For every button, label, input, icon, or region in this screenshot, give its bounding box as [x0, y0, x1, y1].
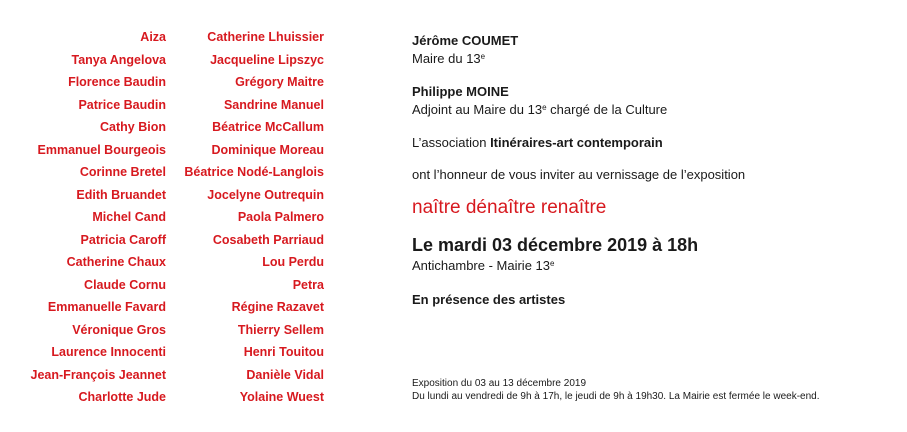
artist-name: Béatrice Nodé-Langlois: [184, 165, 324, 179]
artist-name: Corinne Bretel: [79, 165, 166, 179]
artist-name: Paola Palmero: [237, 210, 324, 224]
artist-name: Michel Cand: [92, 210, 166, 224]
venue-superscript: e: [550, 259, 555, 268]
host2-title-superscript: e: [542, 103, 547, 112]
artist-name: Tanya Angelova: [71, 52, 166, 67]
artist-name: Catherine Lhuissier: [207, 30, 324, 44]
artist-name: Jean-François Jeannet: [30, 367, 166, 382]
artist-list-right: [170, 26, 324, 409]
venue-text: Antichambre - Mairie 13: [412, 258, 550, 273]
exhibition-title: naître dénaître renaître: [412, 197, 607, 218]
host2-title-text: Adjoint au Maire du 13: [412, 102, 543, 117]
association-prefix: L’association: [412, 135, 491, 150]
artist-name: Lou Perdu: [262, 255, 324, 269]
exhibition-dates: Exposition du 03 au 13 décembre 2019: [412, 378, 587, 389]
event-date: Le mardi 03 décembre 2019 à 18h: [412, 235, 699, 255]
artist-name: Dominique Moreau: [211, 142, 324, 157]
invitation-text: ont l’honneur de vous inviter au vernissage de l’exposition: [412, 167, 746, 182]
artist-name: Jacqueline Lipszyc: [210, 52, 324, 67]
artist-name: Régine Razavet: [231, 300, 324, 314]
artist-name: Edith Bruandet: [76, 187, 166, 202]
artists-presence-note: En présence des artistes: [412, 292, 566, 307]
artist-name: Charlotte Jude: [78, 390, 166, 404]
artist-name: Danièle Vidal: [246, 367, 324, 382]
host1-title-text: Maire du 13: [412, 51, 481, 66]
artist-name: Patrice Baudin: [78, 97, 166, 112]
artist-name: Sandrine Manuel: [223, 97, 324, 112]
artist-name: Catherine Chaux: [66, 255, 166, 269]
host1-title: [412, 51, 485, 67]
artist-name: Grégory Maitre: [235, 75, 324, 89]
artist-name: Patricia Caroff: [80, 232, 166, 247]
host2-name: Philippe MOINE: [412, 84, 509, 99]
artist-name: Yolaine Wuest: [239, 390, 324, 404]
artist-name: Laurence Innocenti: [51, 345, 166, 359]
artist-name: Henri Touitou: [243, 345, 324, 359]
artist-list-left: [0, 26, 166, 409]
host2-title: [412, 102, 667, 118]
venue: [412, 258, 554, 274]
host2-title-suffix: chargé de la Culture: [546, 102, 668, 117]
artist-name: Petra: [292, 277, 324, 292]
artist-name: Jocelyne Outrequin: [207, 187, 324, 202]
artist-name: Thierry Sellem: [237, 322, 324, 337]
artist-name: Cathy Bion: [100, 120, 166, 134]
host1-name: Jérôme COUMET: [412, 33, 519, 48]
association-name: Itinéraires-art contemporain: [490, 135, 663, 150]
association-line: [412, 135, 663, 151]
artist-name: Emmanuelle Favard: [47, 300, 166, 314]
opening-hours: Du lundi au vendredi de 9h à 17h, le jeudi de 9h à 19h30. La Mairie est fermée le week-end.: [412, 391, 820, 402]
artist-name: Béatrice McCallum: [212, 120, 324, 134]
artist-name: Florence Baudin: [68, 75, 166, 89]
artist-name: Véronique Gros: [72, 322, 166, 337]
artist-name: Aiza: [140, 30, 166, 44]
artist-name: Emmanuel Bourgeois: [37, 142, 166, 157]
artist-name: Cosabeth Parriaud: [212, 232, 324, 247]
host1-title-superscript: e: [480, 52, 486, 61]
artist-name: Claude Cornu: [84, 277, 166, 292]
